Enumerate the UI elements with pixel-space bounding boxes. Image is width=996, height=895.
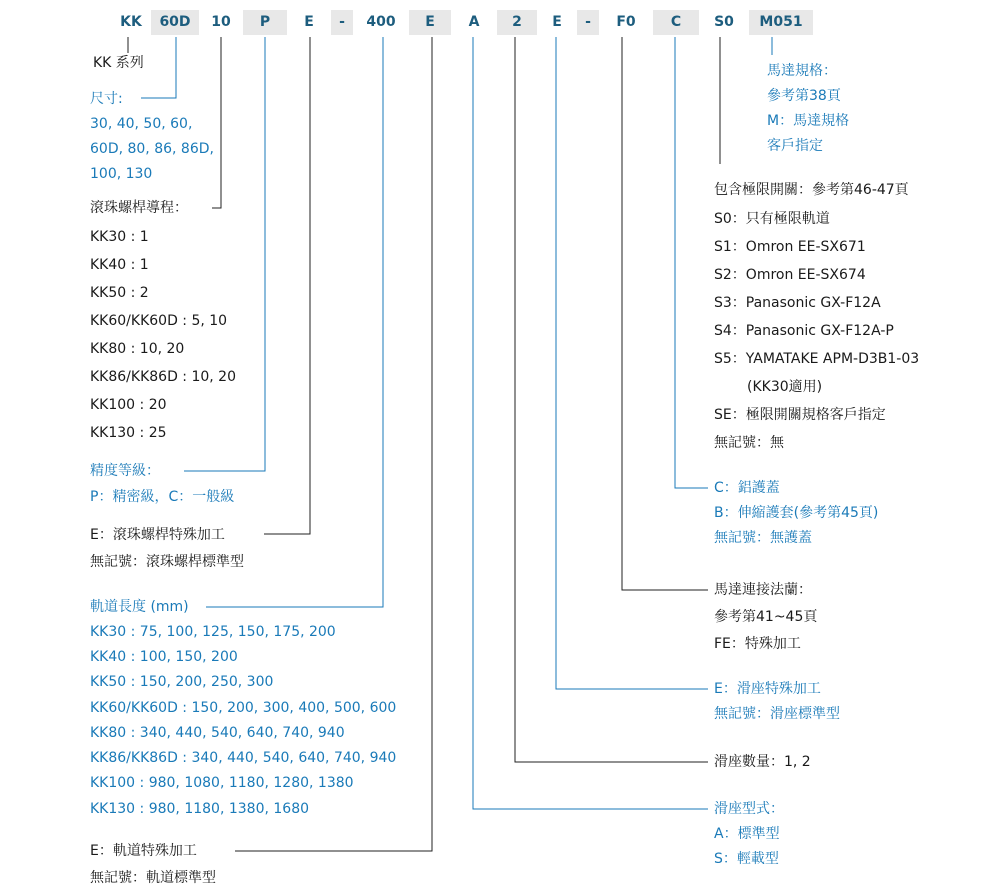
code-precision: P (243, 10, 287, 35)
cover-none: 無記號：無護蓋 (714, 530, 812, 546)
rail-value-3: KK50 : 150, 200, 250, 300 (90, 674, 274, 690)
limit-title: 包含極限開關：參考第46-47頁 (714, 182, 909, 198)
code-limit-switch: S0 (714, 14, 734, 30)
code-slider-count: 2 (497, 10, 537, 35)
slider-special: E：滑座特殊加工 (714, 681, 821, 697)
cover-b: B：伸縮護套(參考第45頁) (714, 505, 879, 521)
slider-type-title: 滑座型式： (714, 801, 784, 817)
blue-connectors (141, 37, 772, 809)
code-size: 60D (151, 10, 199, 35)
code-screw-special: E (304, 14, 314, 30)
rail-value-6: KK86/KK86D : 340, 440, 540, 640, 740, 940 (90, 750, 397, 766)
flange-fe: FE：特殊加工 (714, 636, 801, 652)
limit-s5-note: (KK30適用) (747, 379, 823, 395)
lead-value-8: KK130 : 25 (90, 425, 167, 441)
rail-title: 軌道長度 (mm) (90, 599, 189, 615)
lead-value-5: KK80 : 10, 20 (90, 341, 185, 357)
limit-s1: S1：Omron EE-SX671 (714, 239, 866, 255)
series-label: KK 系列 (93, 55, 144, 71)
size-value-2: 60D, 80, 86, 86D, (90, 141, 214, 157)
code-rail-length: 400 (366, 14, 396, 30)
lead-value-1: KK30 : 1 (90, 229, 149, 245)
rail-value-5: KK80 : 340, 440, 540, 640, 740, 940 (90, 725, 345, 741)
code-dash-2: - (577, 10, 599, 35)
limit-s4: S4：Panasonic GX-F12A-P (714, 323, 894, 339)
code-slider-special: E (552, 14, 562, 30)
limit-s0: S0：只有極限軌道 (714, 211, 830, 227)
rail-value-7: KK100 : 980, 1080, 1180, 1280, 1380 (90, 775, 354, 791)
motor-m: M：馬達規格 (767, 113, 850, 129)
code-motor: M051 (749, 10, 813, 35)
code-flange: F0 (616, 14, 636, 30)
cover-c: C：鋁護蓋 (714, 480, 780, 496)
motor-title: 馬達規格： (767, 63, 837, 79)
rail-value-8: KK130 : 980, 1180, 1380, 1680 (90, 801, 310, 817)
flange-title: 馬達連接法蘭： (714, 582, 812, 598)
screw-standard: 無記號：滾珠螺桿標準型 (90, 554, 244, 570)
precision-title: 精度等級： (90, 463, 160, 479)
slider-type-a: A：標準型 (714, 826, 780, 842)
lead-value-7: KK100 : 20 (90, 397, 167, 413)
limit-none: 無記號：無 (714, 435, 784, 451)
size-value-3: 100, 130 (90, 166, 153, 182)
motor-ref: 參考第38頁 (767, 88, 841, 104)
precision-values: P：精密級，C：一般級 (90, 489, 235, 505)
limit-s2: S2：Omron EE-SX674 (714, 267, 866, 283)
rail-value-1: KK30 : 75, 100, 125, 150, 175, 200 (90, 624, 336, 640)
rail-value-4: KK60/KK60D : 150, 200, 300, 400, 500, 600 (90, 700, 397, 716)
lead-value-2: KK40 : 1 (90, 257, 149, 273)
flange-ref: 參考第41~45頁 (714, 609, 818, 625)
lead-title: 滾珠螺桿導程： (90, 200, 188, 216)
lead-value-6: KK86/KK86D : 10, 20 (90, 369, 236, 385)
code-cover: C (653, 10, 699, 35)
size-value-1: 30, 40, 50, 60, (90, 116, 193, 132)
rail-value-2: KK40 : 100, 150, 200 (90, 649, 238, 665)
limit-s3: S3：Panasonic GX-F12A (714, 295, 881, 311)
size-title: 尺寸: (90, 91, 123, 107)
lead-value-4: KK60/KK60D : 5, 10 (90, 313, 228, 329)
code-lead: 10 (211, 14, 231, 30)
motor-custom: 客戶指定 (767, 138, 823, 154)
limit-s5: S5：YAMATAKE APM-D3B1-03 (714, 351, 920, 367)
code-slider-type: A (468, 14, 480, 30)
code-dash-1: - (331, 10, 353, 35)
rail-standard: 無記號：軌道標準型 (90, 870, 216, 886)
slider-type-s: S：輕載型 (714, 851, 779, 867)
limit-se: SE：極限開關規格客戶指定 (714, 407, 886, 423)
slider-count: 滑座數量：1, 2 (714, 754, 811, 770)
lead-value-3: KK50 : 2 (90, 285, 149, 301)
code-kk: KK (120, 14, 142, 30)
slider-standard: 無記號：滑座標準型 (714, 706, 840, 722)
screw-special: E：滾珠螺桿特殊加工 (90, 527, 225, 543)
code-rail-special: E (409, 10, 451, 35)
rail-special: E：軌道特殊加工 (90, 843, 197, 859)
